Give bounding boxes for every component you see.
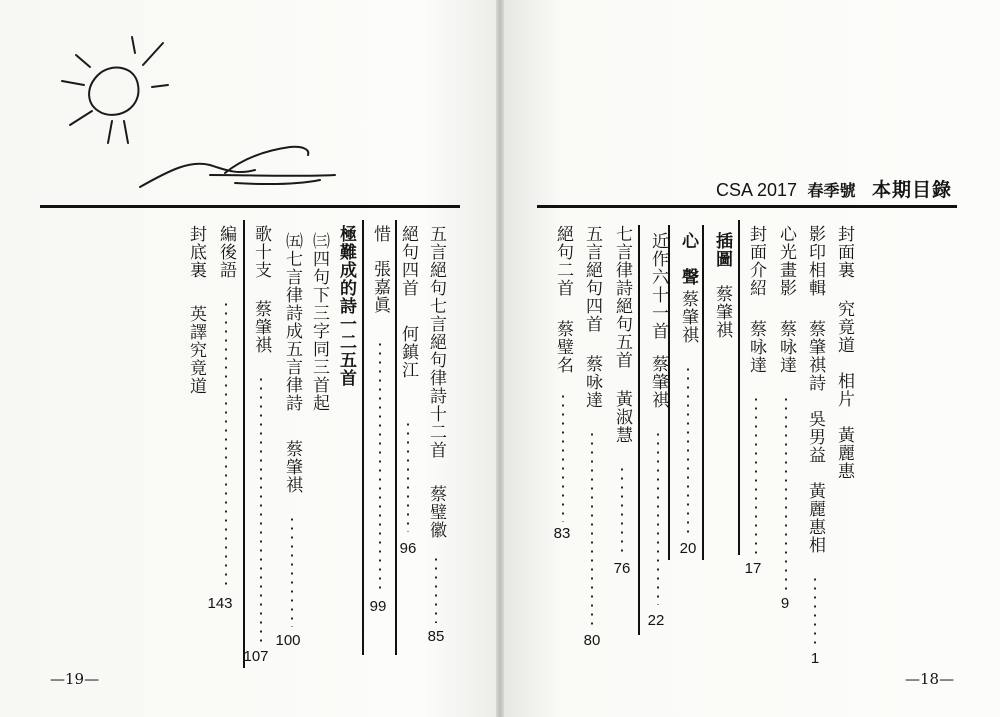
toc-dot-leader (562, 392, 564, 522)
toc-entry-title: 影印相輯 (805, 225, 825, 297)
page-title: 本期目錄 (871, 180, 952, 201)
toc-entry-author: 蔡肇祺 (282, 440, 302, 494)
toc-dot-leader (621, 465, 623, 555)
toc-page-number: 99 (369, 598, 387, 615)
left-rule-3 (243, 220, 245, 668)
toc-page-number: 80 (583, 632, 601, 649)
toc-dot-leader (435, 555, 437, 623)
toc-page-number: 22 (647, 612, 665, 629)
toc-header (716, 175, 956, 202)
toc-entry-author: 究竟道 相片 黃麗惠 (834, 300, 854, 480)
toc-entry-title: 五言絕句四首 (582, 225, 602, 333)
toc-entry-author: 蔡璧名 (553, 320, 573, 374)
toc-page-number: 96 (399, 540, 417, 557)
toc-entry-author: 蔡肇祺 (678, 290, 698, 344)
toc-page-number: 17 (744, 560, 762, 577)
magazine-brand: CSA 2017 (716, 180, 798, 200)
toc-entry-title: 封面介紹 (746, 225, 766, 297)
toc-entry-title: 心 聲 (678, 232, 698, 286)
toc-page-number: 20 (679, 540, 697, 557)
toc-dot-leader (379, 340, 381, 595)
toc-dot-leader (407, 420, 409, 532)
toc-entry-title: 七言律詩絕句五首 (612, 225, 632, 369)
toc-entry-title: 近作六十一首 (648, 232, 668, 340)
toc-entry-author: 英譯究竟道 (186, 305, 206, 395)
toc-entry-title: 編後語 (216, 225, 236, 279)
toc-entry-title: ㈢四句下三字同三首起 (309, 232, 329, 412)
toc-entry-title: 封面裏 (834, 225, 854, 279)
toc-entry-title: 絕句二首 (553, 225, 573, 297)
sun-sketch-icon (40, 25, 350, 200)
toc-dot-leader (591, 430, 593, 625)
toc-dot-leader (291, 515, 293, 627)
right-top-rule (537, 205, 957, 208)
toc-entry-title: ㈤七言律詩成五言律詩 (282, 232, 302, 412)
toc-entry-author: 蔡咏達 (582, 355, 602, 409)
toc-page-number: 100 (275, 632, 301, 649)
toc-entry-title: 心光畫影 (776, 225, 796, 297)
toc-page-number: 107 (243, 648, 269, 665)
toc-page-number: 1 (810, 650, 820, 667)
toc-page-number: 85 (427, 628, 445, 645)
toc-entry-title: 極難成的詩一二五首 (336, 225, 356, 387)
toc-page-number: 76 (613, 560, 631, 577)
book-gutter (496, 0, 504, 717)
toc-entry-title: 絕句四首 (398, 225, 418, 297)
toc-entry-title: 歌十支 (251, 225, 271, 279)
toc-dot-leader (657, 430, 659, 605)
toc-entry-author: 蔡肇祺 (251, 300, 271, 354)
toc-entry-title: 封底裏 (186, 225, 206, 279)
toc-entry-title: 五言絕句七言絕句律詩十二首 (426, 225, 446, 459)
toc-entry-author: 蔡肇祺詩 吳男益 黃麗惠相 (805, 320, 825, 554)
right-rule-1 (738, 220, 740, 555)
toc-entry-author: 蔡肇祺 (648, 355, 668, 409)
toc-dot-leader (687, 365, 689, 535)
toc-page-number: 9 (780, 595, 790, 612)
toc-entry-author: 蔡璧徽 (426, 485, 446, 539)
toc-dot-leader (814, 575, 816, 645)
toc-entry-author: 何鎮江 (398, 325, 418, 379)
page-folio: —18— (905, 670, 955, 688)
left-rule-2 (362, 220, 364, 655)
toc-entry-author: 蔡咏達 (776, 320, 796, 374)
toc-page-number: 83 (553, 525, 571, 542)
toc-page-number: 143 (207, 595, 233, 612)
toc-entry-title: 惜 (370, 225, 390, 243)
toc-entry-author: 蔡咏達 (746, 320, 766, 374)
toc-dot-leader (260, 375, 262, 643)
toc-entry-author: 蔡肇祺 (712, 285, 732, 339)
issue-season: 春季號 (807, 183, 856, 200)
toc-dot-leader (755, 395, 757, 555)
toc-dot-leader (785, 395, 787, 590)
right-rule-2 (702, 225, 704, 560)
toc-entry-author: 張嘉眞 (370, 260, 390, 314)
page-folio: —19— (50, 670, 100, 688)
left-top-rule (40, 205, 460, 208)
toc-dot-leader (225, 300, 227, 590)
toc-entry-author: 黃淑慧 (612, 390, 632, 444)
toc-entry-title: 插圖 (712, 232, 732, 268)
